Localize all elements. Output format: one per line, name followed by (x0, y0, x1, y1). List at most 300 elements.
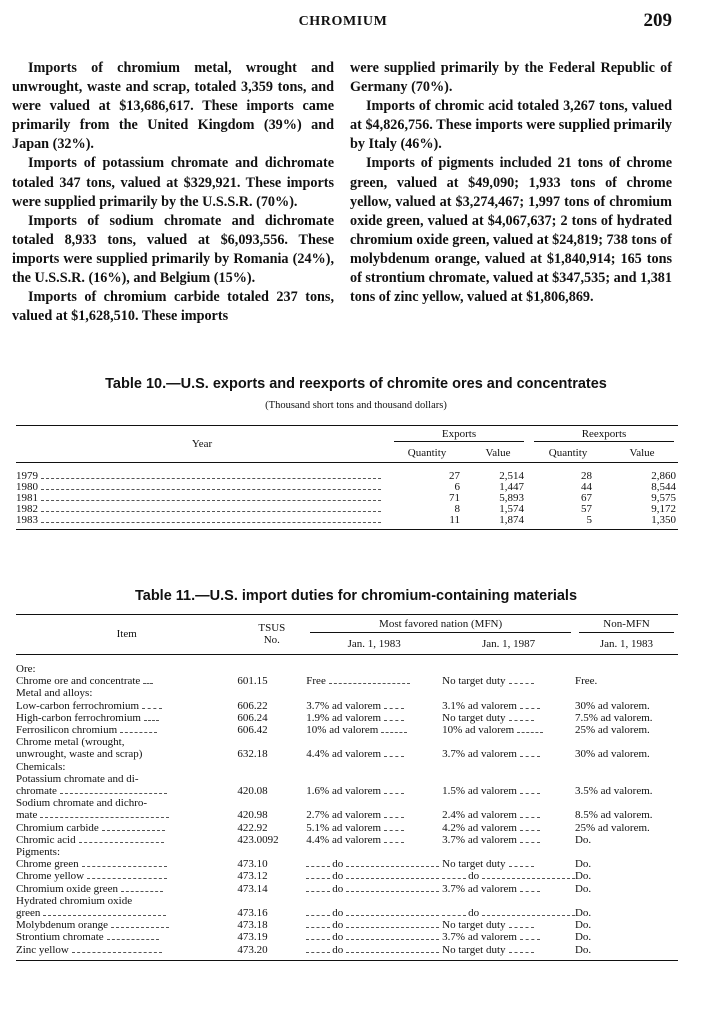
leader-dots (520, 939, 540, 940)
mfn-1983-duty: do (332, 882, 344, 895)
group-header-mfn-label: Most favored nation (MFN) (310, 618, 571, 633)
mfn-1987-cell (442, 712, 575, 724)
paragraph: Imports of chromium carbide totaled 237 tons, valued at $1,628,510. These imports (12, 289, 334, 325)
nonmfn-1983-duty: 8.5% ad valorem. (574, 809, 653, 822)
item-cell (16, 687, 237, 699)
leader-dots (60, 793, 167, 794)
column-header-value: Value (466, 442, 530, 463)
tsus-number (237, 846, 306, 858)
mfn-1987-cell (442, 736, 575, 748)
reexports-quantity: 5 (530, 515, 606, 530)
mfn-1987-duty: No target duty (442, 943, 506, 956)
mfn-1983-cell (306, 822, 442, 834)
year-label: 1981 (16, 493, 38, 504)
nonmfn-1983-duty: Do. (574, 858, 592, 871)
nonmfn-1983-duty: Do. (574, 870, 592, 883)
item-label: Strontium chromate (16, 931, 104, 944)
mfn-1987-cell (442, 748, 575, 760)
mfn-1987-cell (442, 797, 575, 809)
leader-dots (384, 708, 404, 709)
tsus-number (237, 773, 306, 785)
group-header-mfn (306, 615, 575, 634)
leader-dots (346, 952, 439, 953)
item-label: Metal and alloys: (16, 687, 93, 700)
mfn-1983-duty: Free (306, 675, 326, 688)
leader-dots (144, 720, 159, 721)
item-label: Chrome ore and concentrate (16, 675, 141, 688)
mfn-1983-duty: 4.4% ad valorem (306, 748, 382, 761)
column-header-value: Value (606, 442, 678, 463)
leader-dots (520, 793, 540, 794)
mfn-1983-cell (306, 846, 442, 858)
leader-dots (520, 817, 540, 818)
mfn-1983-duty: 2.7% ad valorem (306, 809, 382, 822)
item-label: Chrome metal (wrought, (16, 736, 125, 749)
item-cell (16, 761, 237, 773)
item-cell (16, 712, 237, 724)
nonmfn-1983-duty (575, 895, 678, 907)
tsus-number: 422.92 (237, 821, 268, 834)
item-label: unwrought, waste and scrap) (16, 748, 143, 761)
tsus-number (237, 761, 306, 773)
tsus-number: 632.18 (237, 748, 268, 761)
item-cell (16, 736, 237, 748)
nonmfn-1983-duty: Do. (574, 833, 592, 846)
column-header-item: Item (16, 615, 237, 655)
nonmfn-1983-duty: 30% ad valorem. (574, 748, 650, 761)
nonmfn-1983-duty: Do. (574, 919, 592, 932)
leader-dots (143, 683, 153, 684)
mfn-1987-duty: 3.7% ad valorem (442, 748, 517, 761)
mfn-1983-cell (306, 724, 442, 736)
leader-dots (509, 720, 535, 721)
year-label: 1983 (16, 515, 38, 526)
mfn-1987-cell (442, 907, 575, 919)
exports-quantity: 6 (454, 481, 460, 493)
year-label: 1982 (16, 504, 38, 515)
leader-dots (306, 915, 330, 916)
table-row (16, 870, 678, 882)
reexports-quantity: 67 (581, 492, 592, 504)
exports-quantity: 8 (454, 503, 460, 515)
leader-dots (509, 952, 535, 953)
mfn-1983-duty: do (332, 870, 344, 883)
nonmfn-1983-duty (575, 761, 678, 773)
table-row (16, 761, 678, 773)
item-label: Chromium oxide green (16, 882, 119, 895)
mfn-1983-duty: 4.4% ad valorem (306, 833, 382, 846)
item-label: Chromium carbide (16, 821, 99, 834)
item-label: Low-carbon ferrochromium (16, 699, 140, 712)
leader-dots (43, 915, 166, 916)
mfn-1987-cell (442, 675, 575, 687)
mfn-1987-duty: No target duty (442, 858, 506, 871)
leader-dots (509, 927, 535, 928)
leader-dots (102, 830, 166, 831)
table-row (16, 712, 678, 724)
nonmfn-1983-duty (575, 655, 678, 676)
nonmfn-1983-duty: Do. (574, 907, 592, 920)
leader-dots (381, 732, 407, 733)
mfn-1983-cell (306, 834, 442, 846)
tsus-number: 473.19 (237, 931, 268, 944)
mfn-1983-cell (306, 931, 442, 943)
year-cell (16, 515, 388, 530)
leader-dots (306, 891, 330, 892)
mfn-1987-cell (442, 687, 575, 699)
page-header (14, 10, 672, 34)
mfn-1987-cell (442, 809, 575, 821)
item-label: Chrome yellow (16, 870, 85, 883)
table11 (16, 614, 678, 961)
tsus-number (237, 797, 306, 809)
mfn-1983-cell (306, 761, 442, 773)
mfn-1987-duty: do (468, 907, 480, 920)
table-row (16, 797, 678, 809)
nonmfn-1983-duty (575, 797, 678, 809)
reexports-quantity: 44 (581, 481, 592, 493)
item-label: Sodium chromate and dichro- (16, 797, 148, 810)
year-label: 1979 (16, 470, 38, 482)
mfn-1983-cell (306, 736, 442, 748)
mfn-1987-cell (442, 919, 575, 931)
item-label: Ore: (16, 663, 36, 675)
mfn-1987-cell (442, 931, 575, 943)
mfn-1987-cell (442, 834, 575, 846)
leader-dots (520, 830, 540, 831)
reexports-quantity: 28 (581, 470, 592, 482)
leader-dots (384, 842, 404, 843)
leader-dots (142, 708, 162, 709)
mfn-1983-cell (306, 919, 442, 931)
item-cell (16, 797, 237, 809)
year-cell (16, 482, 388, 493)
leader-dots (72, 952, 163, 953)
table-row (16, 655, 678, 676)
column-header-year: Year (16, 426, 388, 463)
mfn-1983-cell (306, 687, 442, 699)
leader-dots (384, 793, 404, 794)
leader-dots (346, 915, 439, 916)
exports-value: 1,874 (466, 515, 530, 530)
tsus-number: 473.20 (237, 944, 306, 961)
mfn-1987-cell (442, 870, 575, 882)
leader-dots (306, 866, 330, 867)
mfn-1983-cell (306, 907, 442, 919)
column-header-quantity: Quantity (388, 442, 466, 463)
mfn-1987-cell (442, 846, 575, 858)
leader-dots (306, 939, 330, 940)
mfn-1987-duty: 3.7% ad valorem (442, 882, 517, 895)
paragraph: Imports of potassium chromate and dichromate totaled 347 tons, valued at $329,921. These imports were supplied primarily by the U.S.S.R. (70%). (12, 155, 334, 210)
item-label: Zinc yellow (16, 943, 69, 956)
tsus-number: 606.22 (237, 699, 268, 712)
column-header-jan-1983: Jan. 1, 1983 (306, 633, 442, 655)
table-row (16, 858, 678, 870)
mfn-1987-cell (442, 883, 575, 895)
item-cell (16, 870, 237, 882)
item-label: Chromic acid (16, 833, 76, 846)
leader-dots (384, 720, 404, 721)
item-label: Pigments: (16, 846, 61, 859)
leader-dots (306, 878, 330, 879)
mfn-1987-cell (442, 785, 575, 797)
reexports-value: 8,544 (651, 481, 676, 493)
item-cell (16, 675, 237, 687)
table-row (16, 493, 678, 504)
leader-dots (329, 683, 411, 684)
nonmfn-1983-duty (575, 846, 678, 858)
text-column-left (12, 59, 334, 326)
item-cell (16, 919, 237, 931)
nonmfn-1983-duty: 30% ad valorem. (574, 699, 650, 712)
leader-dots (517, 732, 543, 733)
nonmfn-1983-duty: Do. (575, 944, 678, 961)
tsus-number (237, 736, 306, 748)
leader-dots (509, 683, 535, 684)
year-cell (16, 504, 388, 515)
leader-dots (87, 878, 167, 879)
table-row (16, 919, 678, 931)
mfn-1983-duty: 10% ad valorem (306, 724, 379, 737)
leader-dots (41, 511, 381, 512)
item-cell (16, 858, 237, 870)
leader-dots (482, 878, 575, 879)
tsus-number (237, 655, 306, 676)
leader-dots (82, 866, 167, 867)
paragraph: Imports of chromic acid totaled 3,267 tons, valued at $4,826,756. These imports were supplied primarily by Italy (46%). (350, 98, 672, 153)
mfn-1987-duty: 1.5% ad valorem (442, 785, 517, 798)
mfn-1987-duty: No target duty (442, 711, 506, 724)
table10-caption: Table 10.—U.S. exports and reexports of chromite ores and concentrates (105, 376, 607, 392)
mfn-1987-cell (442, 724, 575, 736)
group-header-nonmfn-label: Non-MFN (579, 618, 674, 633)
table-row (16, 482, 678, 493)
nonmfn-1983-duty: 3.5% ad valorem. (574, 785, 653, 798)
mfn-1983-cell (306, 785, 442, 797)
nonmfn-1983-duty: 25% ad valorem. (574, 821, 650, 834)
mfn-1983-cell (306, 797, 442, 809)
column-header-nonmfn-jan-1983: Jan. 1, 1983 (575, 633, 678, 655)
table-row (16, 687, 678, 699)
mfn-1987-cell (442, 700, 575, 712)
leader-dots (120, 732, 157, 733)
nonmfn-1983-duty: 7.5% ad valorem. (574, 711, 653, 724)
mfn-1983-cell (306, 883, 442, 895)
leader-dots (41, 500, 381, 501)
table-row (16, 907, 678, 919)
item-cell (16, 895, 237, 907)
nonmfn-1983-duty (575, 773, 678, 785)
mfn-1987-duty: 3.1% ad valorem (442, 699, 517, 712)
column-header-quantity: Quantity (530, 442, 606, 463)
mfn-1987-cell (442, 655, 575, 676)
leader-dots (107, 939, 160, 940)
tsus-number: 473.18 (237, 919, 268, 932)
mfn-1983-cell (306, 748, 442, 760)
leader-dots (384, 830, 404, 831)
tsus-number: 601.15 (237, 675, 268, 688)
tsus-number (237, 895, 306, 907)
table10 (16, 425, 678, 530)
leader-dots (41, 489, 381, 490)
leader-dots (346, 866, 439, 867)
mfn-1983-cell (306, 809, 442, 821)
item-label: green (16, 907, 41, 920)
item-label: Chemicals: (16, 760, 66, 773)
mfn-1983-duty: 3.7% ad valorem (306, 699, 382, 712)
leader-dots (346, 939, 439, 940)
mfn-1983-duty: do (332, 919, 344, 932)
table-row (16, 809, 678, 821)
item-cell (16, 931, 237, 943)
group-header-exports (388, 426, 530, 443)
item-cell (16, 834, 237, 846)
mfn-1987-cell (442, 773, 575, 785)
tsus-number: 473.14 (237, 882, 268, 895)
leader-dots (520, 708, 540, 709)
column-header-jan-1987: Jan. 1, 1987 (442, 633, 575, 655)
mfn-1983-cell (306, 870, 442, 882)
nonmfn-1983-duty (575, 736, 678, 748)
tsus-number: 473.12 (237, 870, 268, 883)
paragraph: were supplied primarily by the Federal Republic of Germany (70%). (350, 60, 672, 96)
paragraph: Imports of sodium chromate and dichromate totaled 8,933 tons, valued at $6,093,556. These imports were supplied primarily by Romania (24%), the U.S.S.R. (16%), and Belgium (15%). (12, 212, 334, 287)
mfn-1987-cell (442, 944, 575, 961)
mfn-1983-duty: 1.6% ad valorem (306, 785, 382, 798)
nonmfn-1983-duty: Free. (574, 675, 598, 688)
running-title: CHROMIUM (298, 14, 388, 29)
mfn-1983-cell (306, 858, 442, 870)
item-cell (16, 883, 237, 895)
item-label: Molybdenum orange (16, 919, 108, 932)
leader-dots (442, 915, 466, 916)
leader-dots (121, 891, 163, 892)
exports-value: 1,574 (499, 503, 524, 515)
group-header-reexports-label: Reexports (534, 428, 674, 442)
leader-dots (509, 866, 535, 867)
mfn-1987-duty: do (468, 870, 480, 883)
leader-dots (111, 927, 169, 928)
table-row (16, 736, 678, 748)
table-row (16, 773, 678, 785)
leader-dots (384, 817, 404, 818)
leader-dots (79, 842, 164, 843)
group-header-exports-label: Exports (394, 428, 524, 442)
exports-value: 2,514 (499, 470, 524, 482)
leader-dots (41, 478, 381, 479)
item-cell (16, 785, 237, 797)
item-label: Potassium chromate and di- (16, 772, 139, 785)
leader-dots (482, 915, 575, 916)
mfn-1983-duty: do (332, 943, 344, 956)
leader-dots (520, 842, 540, 843)
group-header-nonmfn (575, 615, 678, 634)
mfn-1983-cell (306, 944, 442, 961)
mfn-1987-duty: 4.2% ad valorem (442, 821, 517, 834)
item-cell (16, 655, 237, 676)
table-row (16, 895, 678, 907)
leader-dots (346, 927, 439, 928)
table-row (16, 883, 678, 895)
table-row (16, 463, 678, 483)
paragraph: Imports of chromium metal, wrought and unwrought, waste and scrap, totaled 3,359 tons, and were valued at $13,686,617. These imports came primarily from the United Kingdom (39%) and Japan (32%). (12, 60, 334, 153)
leader-dots (442, 878, 466, 879)
leader-dots (40, 817, 168, 818)
mfn-1987-cell (442, 761, 575, 773)
table-row (16, 748, 678, 760)
nonmfn-1983-duty: 25% ad valorem. (574, 724, 650, 737)
item-label: chromate (16, 785, 57, 798)
group-header-reexports (530, 426, 678, 443)
table-row (16, 931, 678, 943)
item-cell (16, 846, 237, 858)
body-text (12, 59, 672, 326)
mfn-1983-duty: do (332, 858, 344, 871)
item-cell (16, 809, 237, 821)
tsus-number: 420.98 (237, 809, 268, 822)
year-cell (16, 493, 388, 504)
item-label: Ferrosilicon chromium (16, 724, 118, 737)
year-label: 1980 (16, 482, 38, 493)
item-cell (16, 724, 237, 736)
leader-dots (346, 891, 439, 892)
mfn-1987-cell (442, 895, 575, 907)
table10-subcaption: (Thousand short tons and thousand dollars) (265, 400, 447, 411)
mfn-1983-duty: do (332, 931, 344, 944)
item-label: mate (16, 809, 38, 822)
mfn-1983-cell (306, 712, 442, 724)
mfn-1983-duty: do (332, 907, 344, 920)
mfn-1983-cell (306, 700, 442, 712)
table-row (16, 822, 678, 834)
reexports-value: 9,172 (651, 503, 676, 515)
column-header-tsus-line2: No. (263, 634, 280, 646)
item-cell (16, 822, 237, 834)
nonmfn-1983-duty: Do. (574, 931, 592, 944)
tsus-number: 606.24 (237, 711, 268, 724)
reexports-value: 2,860 (651, 470, 676, 482)
tsus-number: 423.0092 (237, 833, 279, 846)
item-label: Chrome green (16, 858, 79, 871)
column-header-tsus (237, 615, 306, 655)
table-row (16, 504, 678, 515)
reexports-value: 1,350 (606, 515, 678, 530)
leader-dots (520, 891, 540, 892)
paragraph: Imports of pigments included 21 tons of chrome green, valued at $49,090; 1,933 tons of chrome yellow, valued at $3,274,467; 1,997 tons of chromium oxide green, valued at $4,067,637; 2 tons of hydrated chromium oxide green, valued at $24,819; 738 tons of molybdenum orange, valued at $1,840,914; 165 tons of strontium chromate, valued at $347,535; and 1,381 tons of zinc yellow, valued at $1,806,869. (350, 155, 672, 306)
exports-quantity: 71 (449, 492, 460, 504)
mfn-1987-duty: No target duty (442, 919, 506, 932)
mfn-1987-cell (442, 822, 575, 834)
tsus-number: 473.10 (237, 858, 268, 871)
item-cell (16, 773, 237, 785)
item-cell (16, 748, 237, 760)
mfn-1983-cell (306, 655, 442, 676)
leader-dots (306, 927, 330, 928)
tsus-number: 420.08 (237, 785, 268, 798)
page-number: 209 (643, 10, 672, 31)
item-cell (16, 700, 237, 712)
mfn-1987-duty: 3.7% ad valorem (442, 931, 517, 944)
table-row (16, 515, 678, 530)
table-row (16, 724, 678, 736)
mfn-1983-duty: 5.1% ad valorem (306, 821, 382, 834)
exports-value: 5,893 (499, 492, 524, 504)
item-label: High-carbon ferrochromium (16, 711, 141, 724)
mfn-1983-cell (306, 773, 442, 785)
mfn-1987-duty: 2.4% ad valorem (442, 809, 517, 822)
item-cell (16, 907, 237, 919)
